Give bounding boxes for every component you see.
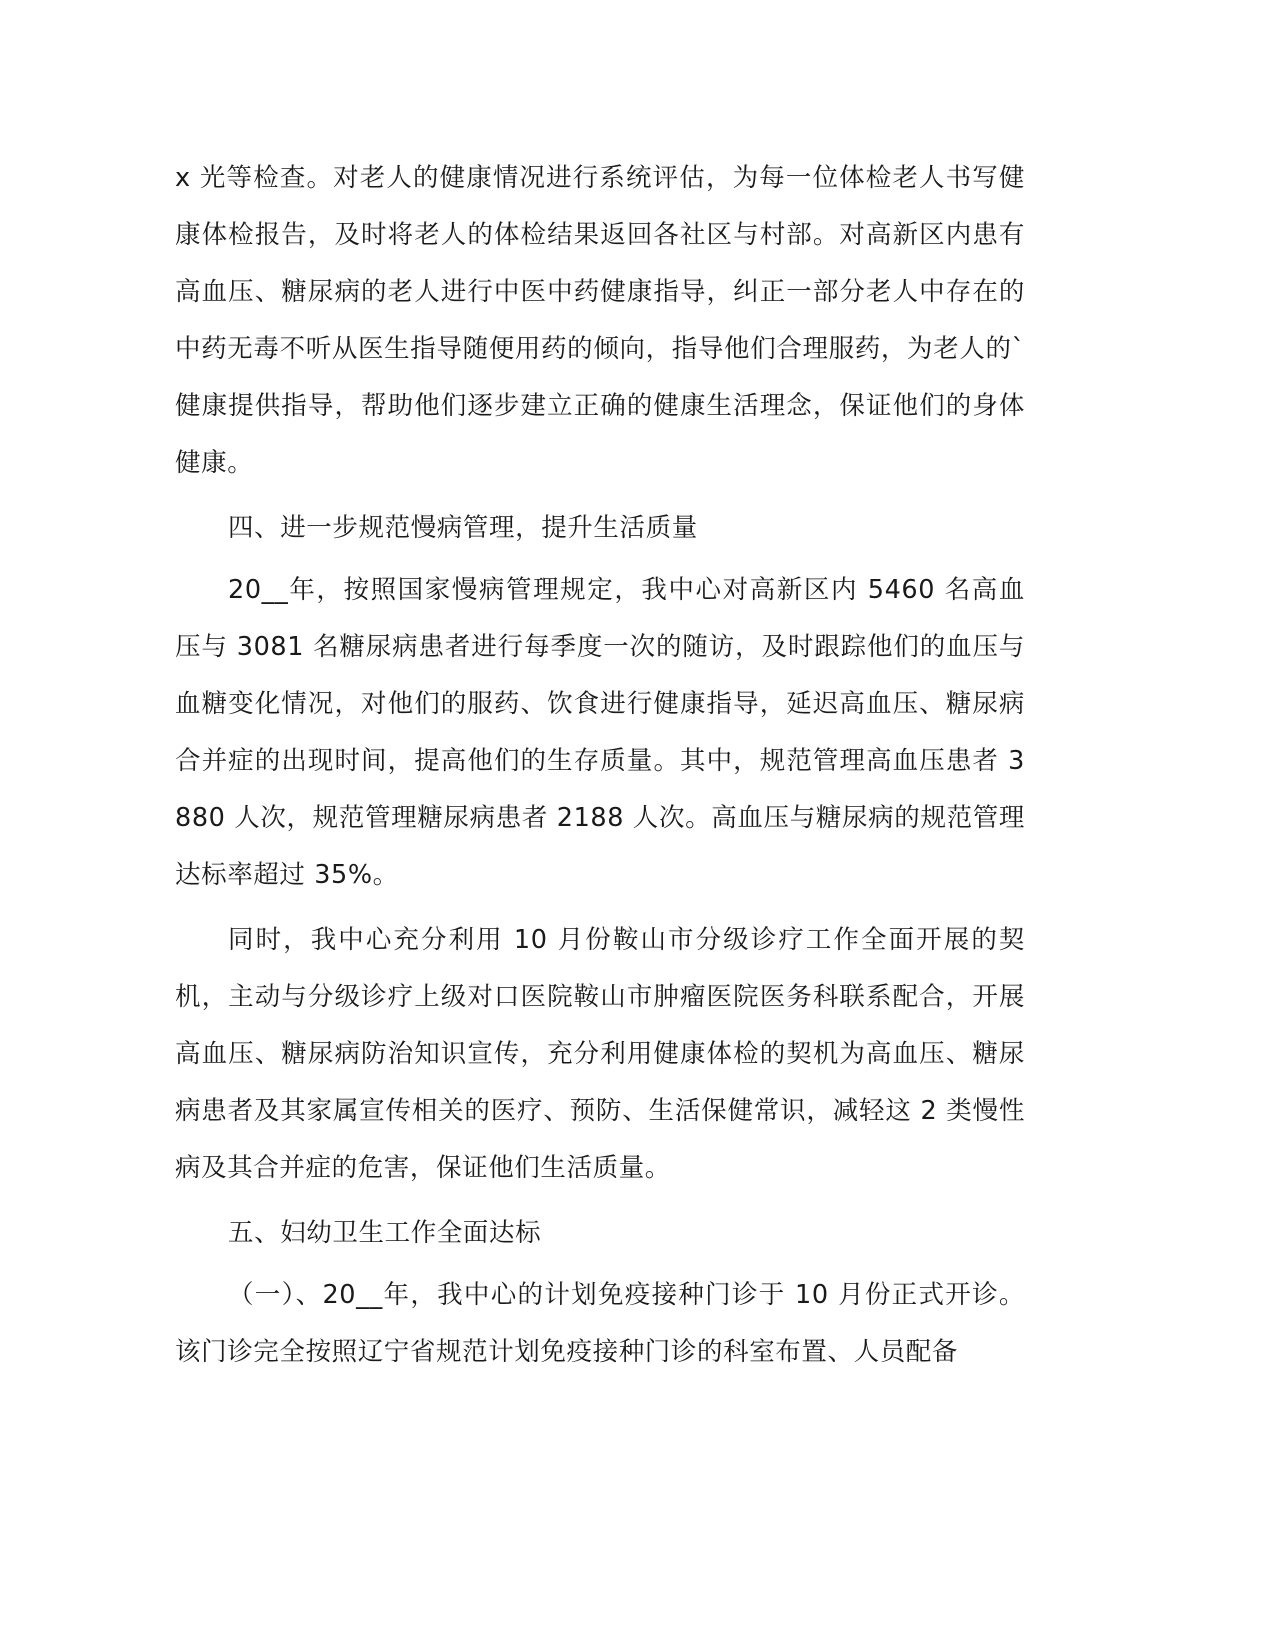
heading-section-four: 四、进一步规范慢病管理，提升生活质量 [228, 513, 698, 543]
page-body [175, 150, 1025, 1381]
paragraph-chronic-disease: 20__年，按照国家慢病管理规定，我中心对高新区内 5460 名高血压与 3081 名糖尿病患者进行每季度一次的随访，及时跟踪他们的血压与血糖变化情况，对他们的服药、饮食进行健康指导，延迟高血压、糖尿病合并症的出现时间，提高他们的生存质量。其中，规范管理高血压患者 3880 人次，规范管理糖尿病患者 2188 人次。高血压与糖尿病的规范管理达标率超过 35%。 [175, 575, 1025, 890]
paragraph-spacer [175, 1197, 1025, 1205]
paragraph-spacer [175, 492, 1025, 500]
paragraph-tiered-treatment: 同时，我中心充分利用 10 月份鞍山市分级诊疗工作全面开展的契机，主动与分级诊疗上级对口医院鞍山市肿瘤医院医务科联系配合，开展高血压、糖尿病防治知识宣传，充分利用健康体检的契机为高血压、糖尿病患者及其家属宣传相关的医疗、预防、生活保健常识，减轻这 2 类慢性病及其合并症的危害，保证他们生活质量。 [175, 925, 1025, 1183]
heading-section-five: 五、妇幼卫生工作全面达标 [228, 1218, 542, 1248]
paragraph-immunization-clinic: （一）、20__年，我中心的计划免疫接种门诊于 10 月份正式开诊。该门诊完全按照辽宁省规范计划免疫接种门诊的科室布置、人员配备 [175, 1280, 1025, 1367]
paragraph-health-exam: x 光等检查。对老人的健康情况进行系统评估，为每一位体检老人书写健康体检报告，及时将老人的体检结果返回各社区与村部。对高新区内患有高血压、糖尿病的老人进行中医中药健康指导，纠正一部分老人中存在的中药无毒不听从医生指导随便用药的倾向，指导他们合理服药，为老人的`健康提供指导，帮助他们逐步建立正确的健康生活理念，保证他们的身体健康。 [175, 163, 1025, 478]
paragraph-spacer [175, 904, 1025, 912]
